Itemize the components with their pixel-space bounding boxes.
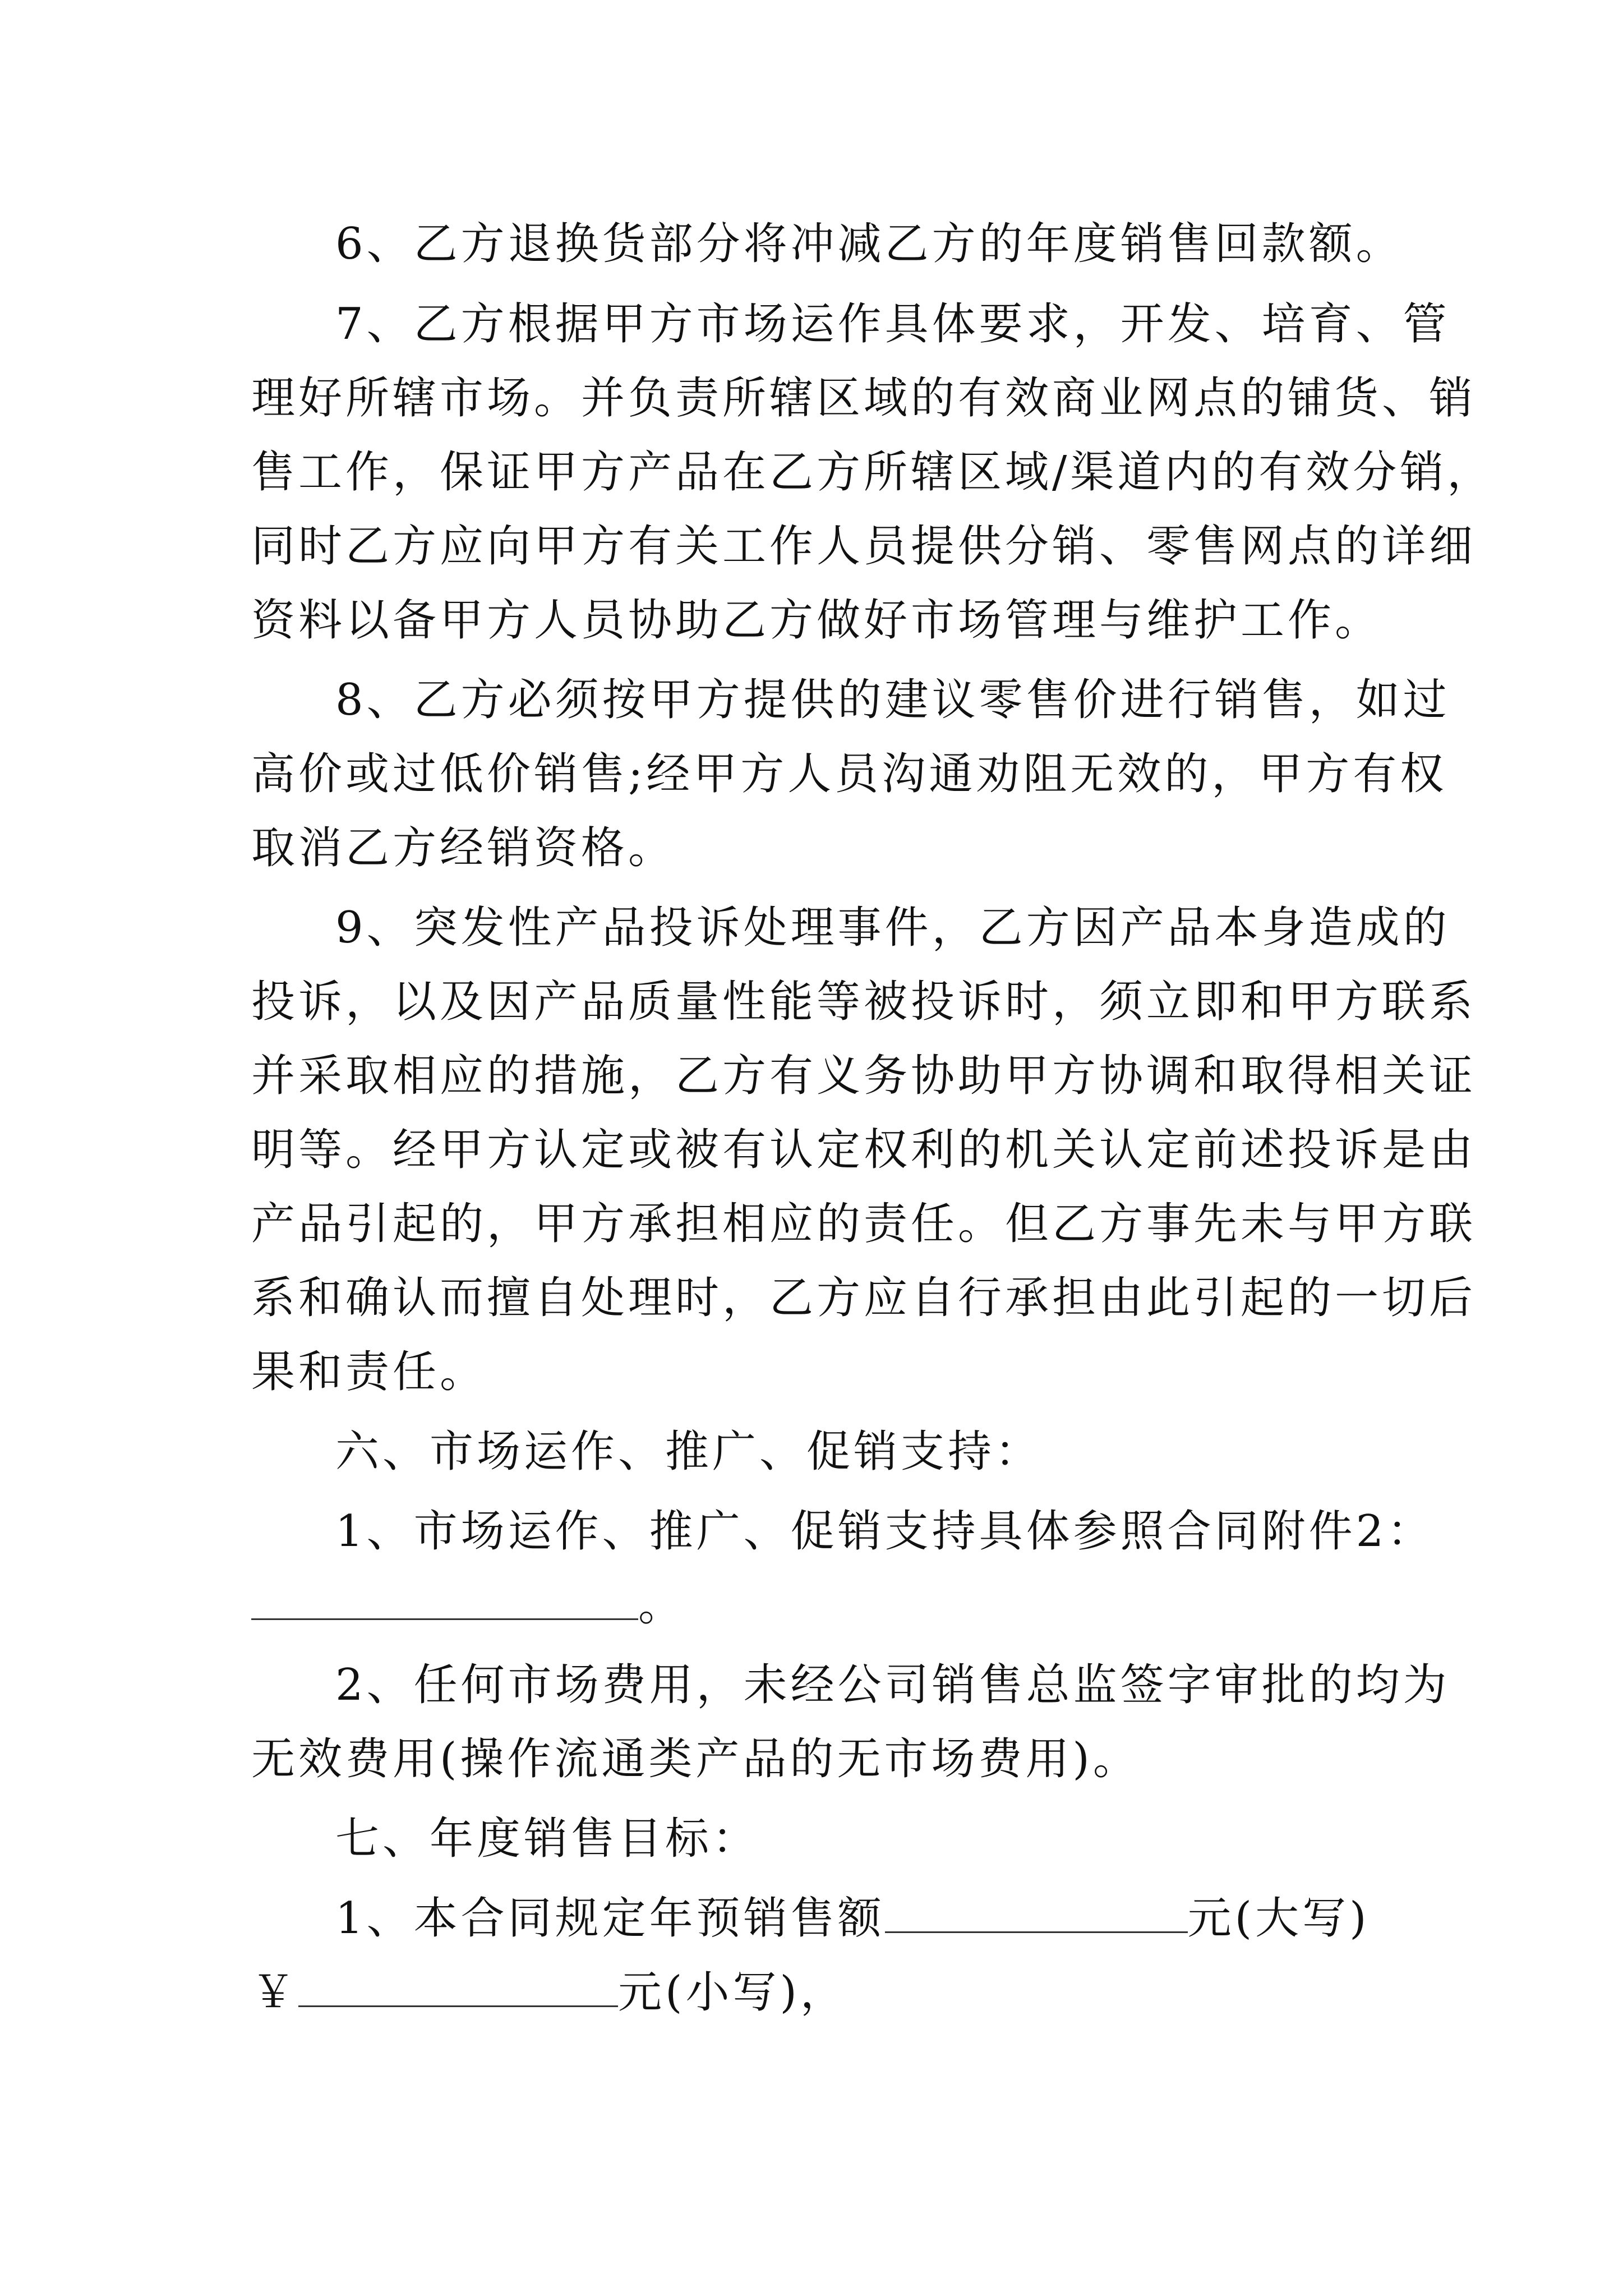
currency-symbol: ￥ — [251, 1967, 299, 2018]
clause-7-line-4: 同时乙方应向甲方有关工作人员提供分销、零售网点的详细 — [251, 521, 1477, 572]
section-7-item-1-line-2 — [251, 1964, 847, 2021]
amount-in-figures-blank — [298, 1970, 618, 2007]
amount-in-words-label: 元(大写) — [1187, 1893, 1370, 1944]
section-6-heading: 六、市场运作、推广、促销支持： — [335, 1427, 1043, 1477]
fill-in-blank — [251, 1582, 638, 1620]
clause-9-line-5: 产品引起的，甲方承担相应的责任。但乙方事先未与甲方联 — [251, 1199, 1477, 1249]
target-amount-label: 1、本合同规定年预销售额 — [335, 1893, 885, 1944]
blank-end-mark: 。 — [638, 1580, 686, 1631]
section-6-item-2-line-1: 2、任何市场费用，未经公司销售总监签字审批的均为 — [335, 1660, 1450, 1710]
clause-8-line-1: 8、乙方必须按甲方提供的建议零售价进行销售，如过 — [335, 675, 1450, 725]
clause-9-line-6: 系和确认而擅自处理时，乙方应自行承担由此引起的一切后 — [251, 1273, 1477, 1323]
clause-6-line-1: 6、乙方退换货部分将冲减乙方的年度销售回款额。 — [335, 219, 1403, 269]
clause-9-line-2: 投诉，以及因产品质量性能等被投诉时，须立即和甲方联系 — [251, 977, 1477, 1027]
clause-9-line-1: 9、突发性产品投诉处理事件，乙方因产品本身造成的 — [335, 903, 1450, 953]
amount-in-words-blank — [885, 1895, 1188, 1933]
amount-in-figures-label: 元(小写)， — [618, 1967, 847, 2018]
section-6-item-1-blank-line — [251, 1577, 685, 1634]
section-6-item-1: 1、市场运作、推广、促销支持具体参照合同附件2： — [335, 1506, 1435, 1557]
clause-9-line-7: 果和责任。 — [251, 1347, 487, 1397]
clause-8-line-3: 取消乙方经销资格。 — [251, 823, 676, 873]
clause-7-line-2: 理好所辖市场。并负责所辖区域的有效商业网点的铺货、销 — [251, 373, 1477, 424]
clause-7-line-1: 7、乙方根据甲方市场运作具体要求，开发、培育、管 — [335, 299, 1450, 349]
clause-9-line-3: 并采取相应的措施，乙方有义务协助甲方协调和取得相关证 — [251, 1051, 1477, 1101]
clause-8-line-2: 高价或过低价销售;经甲方人员沟通劝阻无效的，甲方有权 — [251, 749, 1447, 799]
clause-7-line-3: 售工作，保证甲方产品在乙方所辖区域/渠道内的有效分销， — [251, 447, 1495, 498]
section-7-item-1-line-1 — [335, 1890, 1370, 1947]
section-6-item-2-line-2: 无效费用(操作流通类产品的无市场费用)。 — [251, 1734, 1140, 1784]
clause-9-line-4: 明等。经甲方认定或被有认定权利的机关认定前述投诉是由 — [251, 1125, 1477, 1175]
clause-7-line-5: 资料以备甲方人员协助乙方做好市场管理与维护工作。 — [251, 595, 1382, 646]
section-7-heading: 七、年度销售目标： — [335, 1814, 760, 1864]
